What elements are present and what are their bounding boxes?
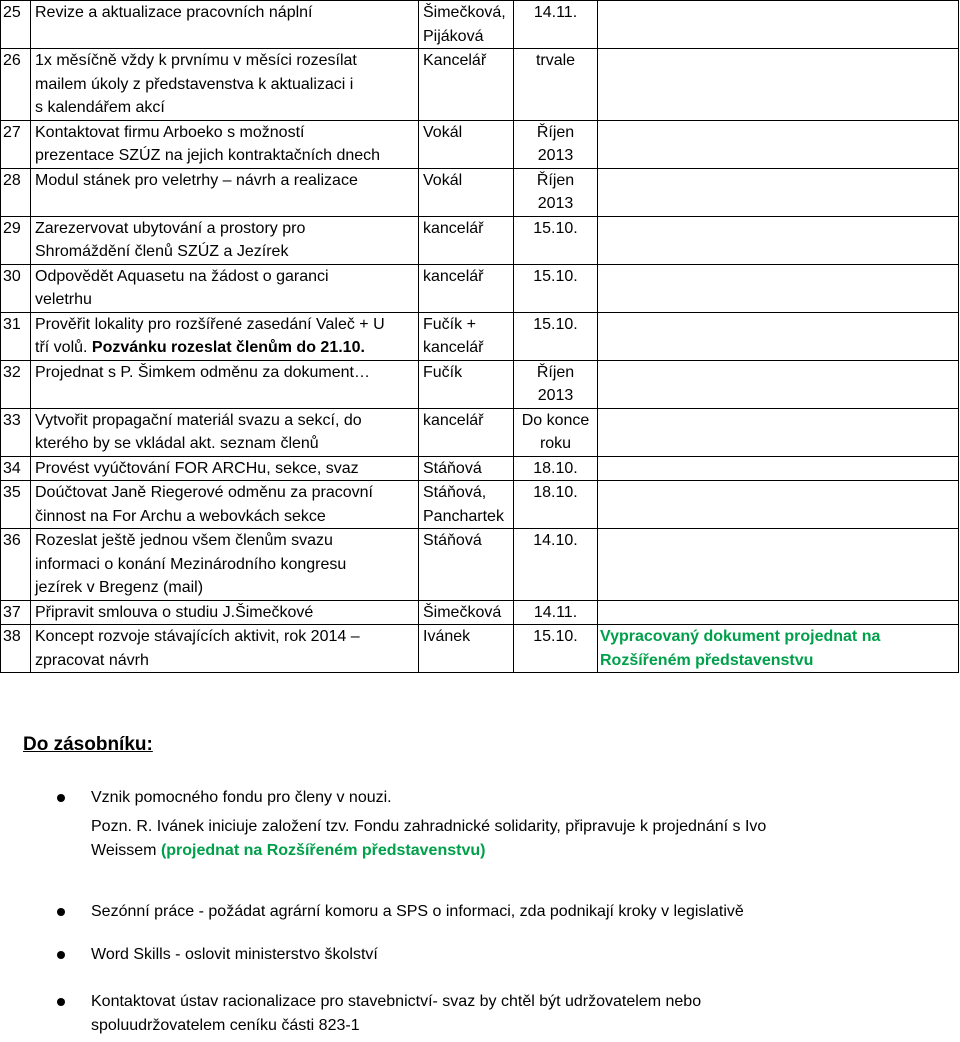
when-line: 14.11.: [533, 603, 578, 621]
bullet-icon: [57, 951, 65, 959]
task-line: Rozeslat ještě jednou všem členům svazu: [35, 532, 333, 549]
task-line: [35, 336, 418, 360]
list-item-line: [91, 815, 891, 839]
who-line: Vokál: [423, 171, 463, 189]
when-line: 15.10.: [533, 267, 578, 285]
table-row: [1, 456, 959, 481]
task-line: Připravit smlouva o studiu J.Šimečkové: [35, 603, 314, 621]
row-number-text: 37: [3, 603, 21, 621]
task-line: Shromáždění členů SZÚZ a Jezírek: [35, 243, 289, 260]
task-cell: [31, 312, 419, 360]
list-item-line: [91, 990, 891, 1014]
bullet-icon: [57, 794, 65, 802]
who-line: Fučík +: [423, 315, 476, 333]
row-number: [1, 1, 31, 49]
when-line: 15.10.: [533, 219, 578, 237]
task-line: zpracovat návrh: [35, 651, 149, 669]
row-number-text: 29: [3, 219, 21, 237]
note-cell: [598, 481, 959, 529]
deadline-cell: [514, 49, 598, 121]
task-line: Projednat s P. Šimkem odměnu za dokument…: [35, 363, 370, 381]
task-line: Revize a aktualizace pracovních náplní: [35, 4, 313, 21]
row-number-text: 27: [3, 123, 21, 141]
list-item-text: [91, 990, 891, 1038]
deadline-cell: [514, 216, 598, 264]
task-cell: [31, 216, 419, 264]
deadline-cell: [514, 264, 598, 312]
note-cell: [598, 360, 959, 408]
row-number-text: 28: [3, 171, 21, 189]
list-item-line-text: Sezónní práce - požádat agrární komoru a SPS o informaci, zda podnikají kroky v legislativě: [91, 903, 744, 920]
deadline-cell: [514, 168, 598, 216]
when-line: Říjen: [536, 363, 575, 381]
task-line: mailem úkoly z představenstva k aktualizaci i: [35, 75, 354, 93]
who-line: Vokál: [423, 123, 463, 141]
table-row: [1, 264, 959, 312]
deadline-cell: [514, 481, 598, 529]
list-item-line: [91, 786, 891, 810]
list-item-text: [91, 900, 891, 924]
task-cell: [31, 481, 419, 529]
deadline-cell: [514, 120, 598, 168]
list-item-line-text: spoluudržovatelem ceníku části 823-1: [91, 1017, 360, 1034]
bullet-icon: [57, 908, 65, 916]
table-row: [1, 360, 959, 408]
when-line: 2013: [537, 147, 574, 164]
task-table-body: [1, 1, 959, 673]
task-line: Odpovědět Aquasetu na žádost o garanci: [35, 267, 329, 285]
row-number: [1, 625, 31, 673]
row-number: [1, 456, 31, 481]
when-line: 14.10.: [533, 532, 578, 549]
when-line: roku: [539, 435, 572, 452]
note-cell: [598, 625, 959, 673]
who-line: Šimečková: [423, 603, 502, 621]
task-cell: [31, 49, 419, 121]
note-cell: [598, 529, 959, 601]
note-cell: [598, 600, 959, 625]
row-number-text: 34: [3, 459, 21, 477]
who-line: Pijáková: [423, 27, 484, 45]
task-line: kterého by se vkládal akt. seznam členů: [35, 435, 319, 452]
when-line: 15.10.: [533, 315, 578, 333]
row-number-text: 26: [3, 52, 21, 69]
row-number-text: 38: [3, 628, 21, 645]
row-number: [1, 481, 31, 529]
responsible-cell: [419, 120, 514, 168]
when-line: 18.10.: [533, 484, 578, 501]
list-item-text: [91, 786, 891, 863]
who-line: Fučík: [423, 363, 463, 381]
task-cell: [31, 456, 419, 481]
who-line: Panchartek: [423, 507, 504, 525]
task-line: Provést vyúčtování FOR ARCHu, sekce, svaz: [35, 459, 359, 477]
deadline-cell: [514, 1, 598, 49]
who-line: kancelář: [423, 411, 484, 429]
task-cell: [31, 600, 419, 625]
task-cell: [31, 168, 419, 216]
when-line: Říjen: [536, 171, 575, 189]
table-row: [1, 481, 959, 529]
who-line: Kancelář: [423, 52, 487, 69]
row-number-text: 33: [3, 411, 21, 429]
note-cell: [598, 49, 959, 121]
when-line: 2013: [537, 387, 574, 404]
row-number-text: 32: [3, 363, 21, 381]
task-line: Zarezervovat ubytování a prostory pro: [35, 219, 306, 237]
table-row: [1, 1, 959, 49]
row-number: [1, 120, 31, 168]
list-item-line: [91, 1014, 891, 1038]
note-cell: [598, 1, 959, 49]
row-number-text: 25: [3, 4, 21, 21]
who-line: Stáňová,: [423, 484, 487, 501]
task-cell: [31, 1, 419, 49]
row-number-text: 31: [3, 315, 21, 333]
deadline-cell: [514, 456, 598, 481]
deadline-cell: [514, 529, 598, 601]
bullet-icon: [57, 998, 65, 1006]
who-line: Stáňová: [423, 532, 482, 549]
task-line: Prověřit lokality pro rozšířené zasedání Valeč + U: [35, 315, 385, 333]
note-text: Vypracovaný dokument projednat na Rozšířeném představenstvu: [600, 628, 881, 669]
task-line-text: tří volů.: [35, 339, 88, 356]
row-number: [1, 529, 31, 601]
row-number: [1, 264, 31, 312]
note-cell: [598, 408, 959, 456]
note-cell: [598, 456, 959, 481]
list-item-line: [91, 943, 891, 967]
task-line: Vytvořit propagační materiál svazu a sekcí, do: [35, 411, 362, 429]
task-line: prezentace SZÚZ na jejich kontraktačních dnech: [35, 147, 381, 164]
when-line: 2013: [537, 195, 574, 212]
responsible-cell: [419, 1, 514, 49]
row-number: [1, 216, 31, 264]
task-line: Koncept rozvoje stávajících aktivit, rok 2014 –: [35, 628, 360, 645]
list-item-line: [91, 839, 891, 863]
responsible-cell: [419, 49, 514, 121]
list-item-line-text: Kontaktovat ústav racionalizace pro stavebnictví- svaz by chtěl být udržovatelem nebo: [91, 993, 702, 1010]
table-row: [1, 120, 959, 168]
row-number-text: 36: [3, 532, 21, 549]
task-bold-text: Pozvánku rozeslat členům do 21.10.: [91, 339, 365, 356]
row-number: [1, 408, 31, 456]
who-line: Ivánek: [423, 628, 471, 645]
task-cell: [31, 360, 419, 408]
list-item-line-text: Weissem: [91, 842, 161, 859]
note-cell: [598, 264, 959, 312]
table-row: [1, 408, 959, 456]
row-number: [1, 600, 31, 625]
task-cell: [31, 625, 419, 673]
task-line: informaci o konání Mezinárodního kongresu: [35, 555, 347, 573]
note-cell: [598, 312, 959, 360]
row-number-text: 30: [3, 267, 21, 285]
responsible-cell: [419, 264, 514, 312]
who-line: kancelář: [423, 219, 484, 237]
deadline-cell: [514, 408, 598, 456]
when-line: 18.10.: [533, 459, 578, 477]
table-row: [1, 625, 959, 673]
task-line: Doúčtovat Janě Riegerové odměnu za pracovní: [35, 484, 373, 501]
responsible-cell: [419, 216, 514, 264]
responsible-cell: [419, 481, 514, 529]
task-line: Kontaktovat firmu Arboeko s možností: [35, 123, 305, 141]
row-number: [1, 312, 31, 360]
task-line: 1x měsíčně vždy k prvnímu v měsíci rozesílat: [35, 52, 357, 69]
task-line: s kalendářem akcí: [35, 99, 165, 116]
task-cell: [31, 529, 419, 601]
deadline-cell: [514, 312, 598, 360]
task-line: veletrhu: [35, 291, 92, 308]
table-row: [1, 529, 959, 601]
who-line: Stáňová: [423, 459, 482, 477]
deadline-cell: [514, 625, 598, 673]
task-cell: [31, 408, 419, 456]
backlog-heading: Do zásobníku:: [23, 734, 153, 755]
responsible-cell: [419, 456, 514, 481]
table-row: [1, 49, 959, 121]
who-line: kancelář: [423, 267, 484, 285]
responsible-cell: [419, 529, 514, 601]
responsible-cell: [419, 168, 514, 216]
list-item-line-text: Pozn. R. Ivánek iniciuje založení tzv. Fondu zahradnické solidarity, připravuje k projednání s Ivo: [91, 818, 767, 835]
responsible-cell: [419, 408, 514, 456]
table-row: [1, 312, 959, 360]
who-line: Šimečková,: [423, 4, 506, 21]
responsible-cell: [419, 312, 514, 360]
task-line: činnost na For Archu a webovkách sekce: [35, 507, 326, 525]
note-cell: [598, 120, 959, 168]
list-item-line: [91, 900, 891, 924]
highlight-note: (projednat na Rozšířeném představenstvu): [160, 842, 486, 859]
when-line: 14.11.: [533, 4, 578, 21]
when-line: 15.10.: [533, 628, 578, 645]
note-cell: [598, 168, 959, 216]
when-line: Do konce: [521, 411, 590, 429]
task-line: jezírek v Bregenz (mail): [35, 579, 204, 596]
task-cell: [31, 120, 419, 168]
task-line: Modul stánek pro veletrhy – návrh a realizace: [35, 171, 358, 189]
note-cell: [598, 216, 959, 264]
list-item-line-text: Word Skills - oslovit ministerstvo školství: [91, 946, 378, 963]
when-line: trvale: [535, 52, 576, 69]
who-line: kancelář: [423, 339, 484, 356]
when-line: Říjen: [536, 123, 575, 141]
table-row: [1, 600, 959, 625]
responsible-cell: [419, 360, 514, 408]
table-row: [1, 216, 959, 264]
deadline-cell: [514, 600, 598, 625]
list-item-line-text: Vznik pomocného fondu pro členy v nouzi.: [91, 789, 392, 806]
list-item-text: [91, 943, 891, 967]
row-number: [1, 360, 31, 408]
task-cell: [31, 264, 419, 312]
responsible-cell: [419, 600, 514, 625]
table-row: [1, 168, 959, 216]
row-number-text: 35: [3, 484, 21, 501]
deadline-cell: [514, 360, 598, 408]
responsible-cell: [419, 625, 514, 673]
row-number: [1, 168, 31, 216]
row-number: [1, 49, 31, 121]
